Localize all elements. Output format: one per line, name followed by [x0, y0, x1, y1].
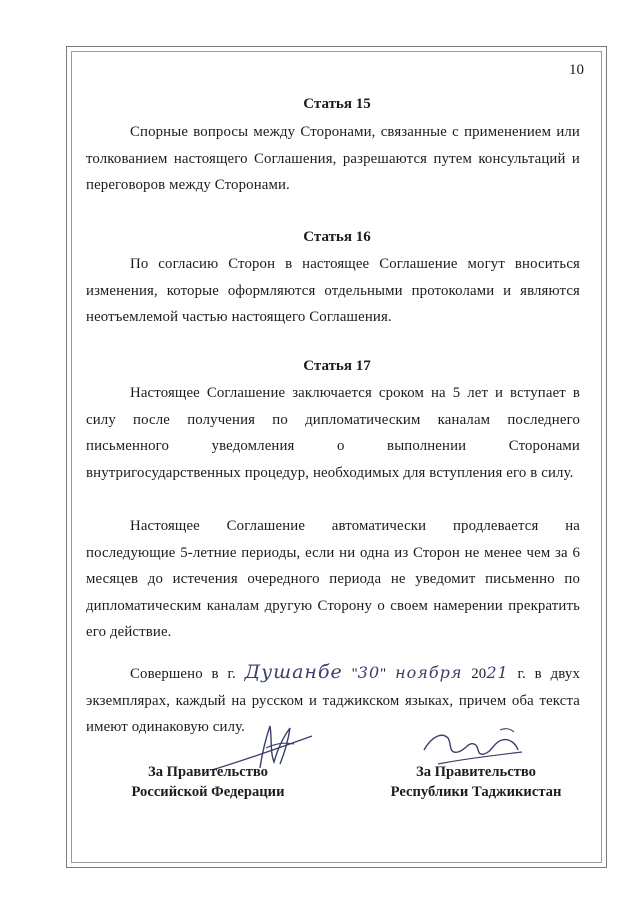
signature-block-right [368, 762, 584, 802]
article-15-paragraph: Спорные вопросы между Сторонами, связанные с применением или толкованием настоящего Соглашения, разрешаются путем консультаций и переговоров между Сторонами. [86, 124, 580, 194]
article-17-paragraph-2: Настоящее Соглашение автоматически продлевается на последующие 5-летние периоды, если ни одна из Сторон не менее чем за 6 месяцев до истечения очередного периода не уведомит письменно по дипломатическим каналам другую Сторону о своем намерении прекратить его действие. [86, 518, 580, 641]
handwritten-day: 30 [357, 663, 381, 682]
closing-rest: экземплярах, каждый на русском и таджикском языках, причем оба текста имеют одинаковую силу. [86, 692, 580, 736]
closing-paragraph: Совершено в г. Душанбе "30" ноября 2021 г. в двух экземплярах, каждый на русском и таджикском языках, причем оба текста имеют одинаковую силу. [86, 661, 580, 736]
article-15-title: Статья 15 [303, 96, 371, 112]
right-signatory-line-2: Республики Таджикистан [390, 784, 562, 800]
handwritten-city: Душанбе [244, 661, 343, 683]
handwritten-month: ноября [395, 663, 463, 682]
closing-suffix: г. в двух [517, 666, 580, 682]
left-signatory-line-1: За Правительство [148, 764, 268, 780]
left-signatory-line-2: Российской Федерации [131, 784, 285, 800]
article-17-title: Статья 17 [303, 358, 371, 374]
page-number: 10 [569, 62, 584, 78]
article-16-title: Статья 16 [303, 229, 371, 245]
handwritten-year: 21 [486, 663, 509, 682]
closing-prefix: Совершено в г. [130, 666, 236, 682]
article-17-paragraph-1: Настоящее Соглашение заключается сроком на 5 лет и вступает в силу после получения по дипломатическим каналам последнего письменного уведомления о выполнении Сторонами внутригосударственных процедур, необходимых для вступления его в силу. [86, 385, 580, 481]
signature-block-left [118, 762, 298, 802]
right-signatory-line-1: За Правительство [416, 764, 536, 780]
year-printed: 20 [471, 666, 487, 682]
article-16-paragraph: По согласию Сторон в настоящее Соглашение могут вноситься изменения, которые оформляются отдельными протоколами и являются неотъемлемой частью настоящего Соглашения. [86, 256, 580, 326]
